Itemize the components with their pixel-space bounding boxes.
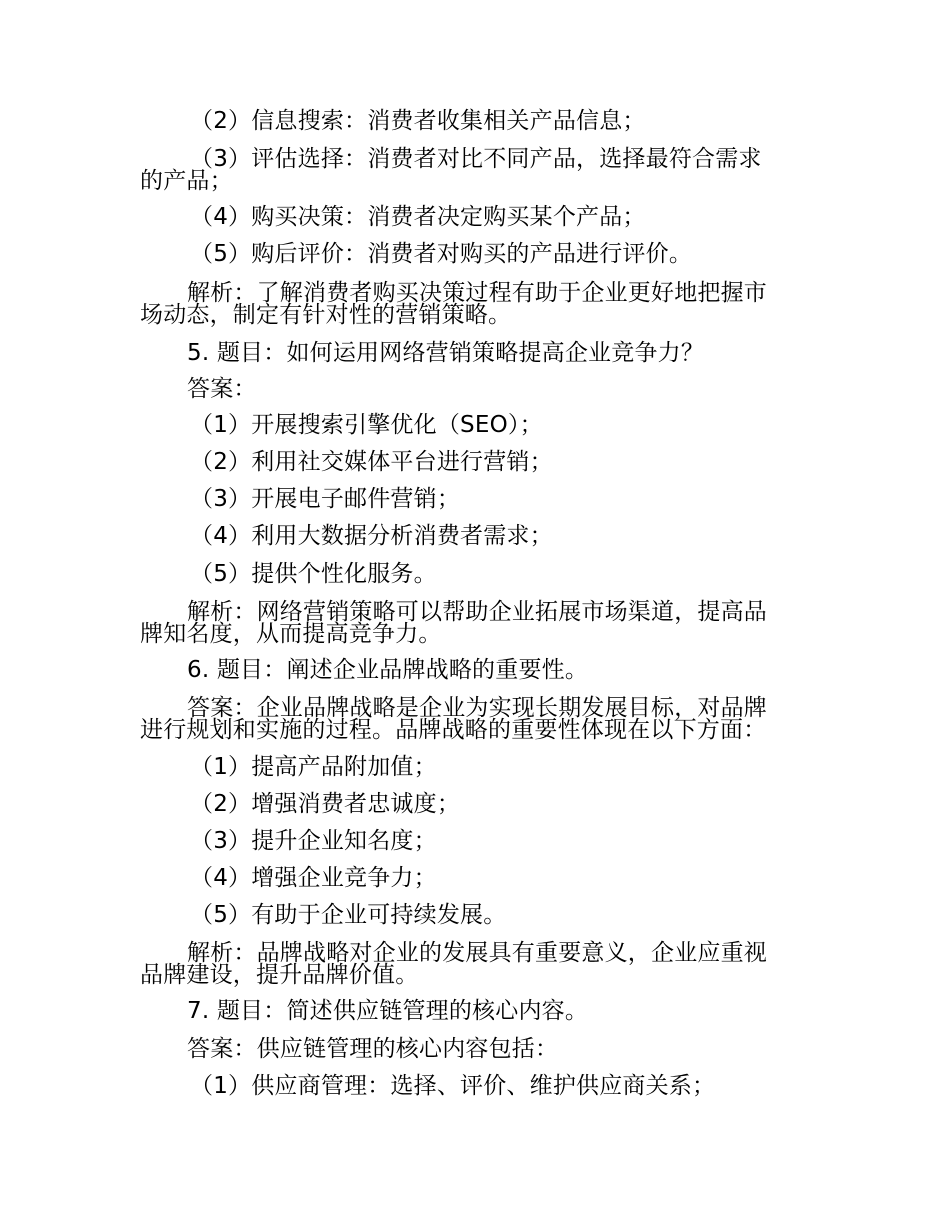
list-item-purchase-decision: （4）购买决策：消费者决定购买某个产品；: [190, 204, 646, 230]
list-item-info-search: （2）信息搜索：消费者收集相关产品信息；: [190, 108, 646, 134]
list-item: （1）提高产品附加值；: [190, 754, 437, 780]
analysis-paragraph-cont: 场动态，制定有针对性的营销策略。: [140, 302, 512, 328]
question-heading: 6. 题目：阐述企业品牌战略的重要性。: [187, 657, 589, 683]
list-item: （5）提供个性化服务。: [190, 561, 437, 587]
analysis-paragraph-cont: 牌知名度，从而提高竞争力。: [140, 621, 442, 647]
answer-paragraph-cont: 进行规划和实施的过程。品牌战略的重要性体现在以下方面：: [140, 717, 767, 743]
list-item: （3）提升企业知名度；: [190, 828, 437, 854]
list-item: （4）增强企业竞争力；: [190, 865, 437, 891]
question-heading: 7. 题目：简述供应链管理的核心内容。: [187, 998, 589, 1024]
list-item: （5）有助于企业可持续发展。: [190, 902, 507, 928]
analysis-paragraph: 解析：网络营销策略可以帮助企业拓展市场渠道，提高品: [187, 599, 767, 625]
analysis-paragraph: 解析：了解消费者购买决策过程有助于企业更好地把握市: [187, 280, 767, 306]
analysis-paragraph-cont: 品牌建设，提升品牌价值。: [140, 962, 419, 988]
answer-label: 答案：: [187, 376, 257, 402]
list-item: （2）利用社交媒体平台进行营销；: [190, 449, 553, 475]
analysis-paragraph: 解析：品牌战略对企业的发展具有重要意义，企业应重视: [187, 940, 767, 966]
list-item: （3）开展电子邮件营销；: [190, 486, 461, 512]
list-item-post-purchase: （5）购后评价：消费者对购买的产品进行评价。: [190, 241, 693, 267]
answer-paragraph: 答案：企业品牌战略是企业为实现长期发展目标，对品牌: [187, 695, 767, 721]
list-item: （1）供应商管理：选择、评价、维护供应商关系；: [190, 1073, 716, 1099]
list-item-evaluate-choice-cont: 的产品；: [140, 168, 233, 194]
list-item: （1）开展搜索引擎优化（SEO）；: [190, 412, 543, 438]
list-item: （2）增强消费者忠诚度；: [190, 791, 461, 817]
list-item: （4）利用大数据分析消费者需求；: [190, 523, 553, 549]
answer-paragraph: 答案：供应链管理的核心内容包括：: [187, 1036, 559, 1062]
list-item-evaluate-choice: （3）评估选择：消费者对比不同产品，选择最符合需求: [190, 146, 762, 172]
question-heading: 5. 题目：如何运用网络营销策略提高企业竞争力？: [187, 340, 705, 366]
